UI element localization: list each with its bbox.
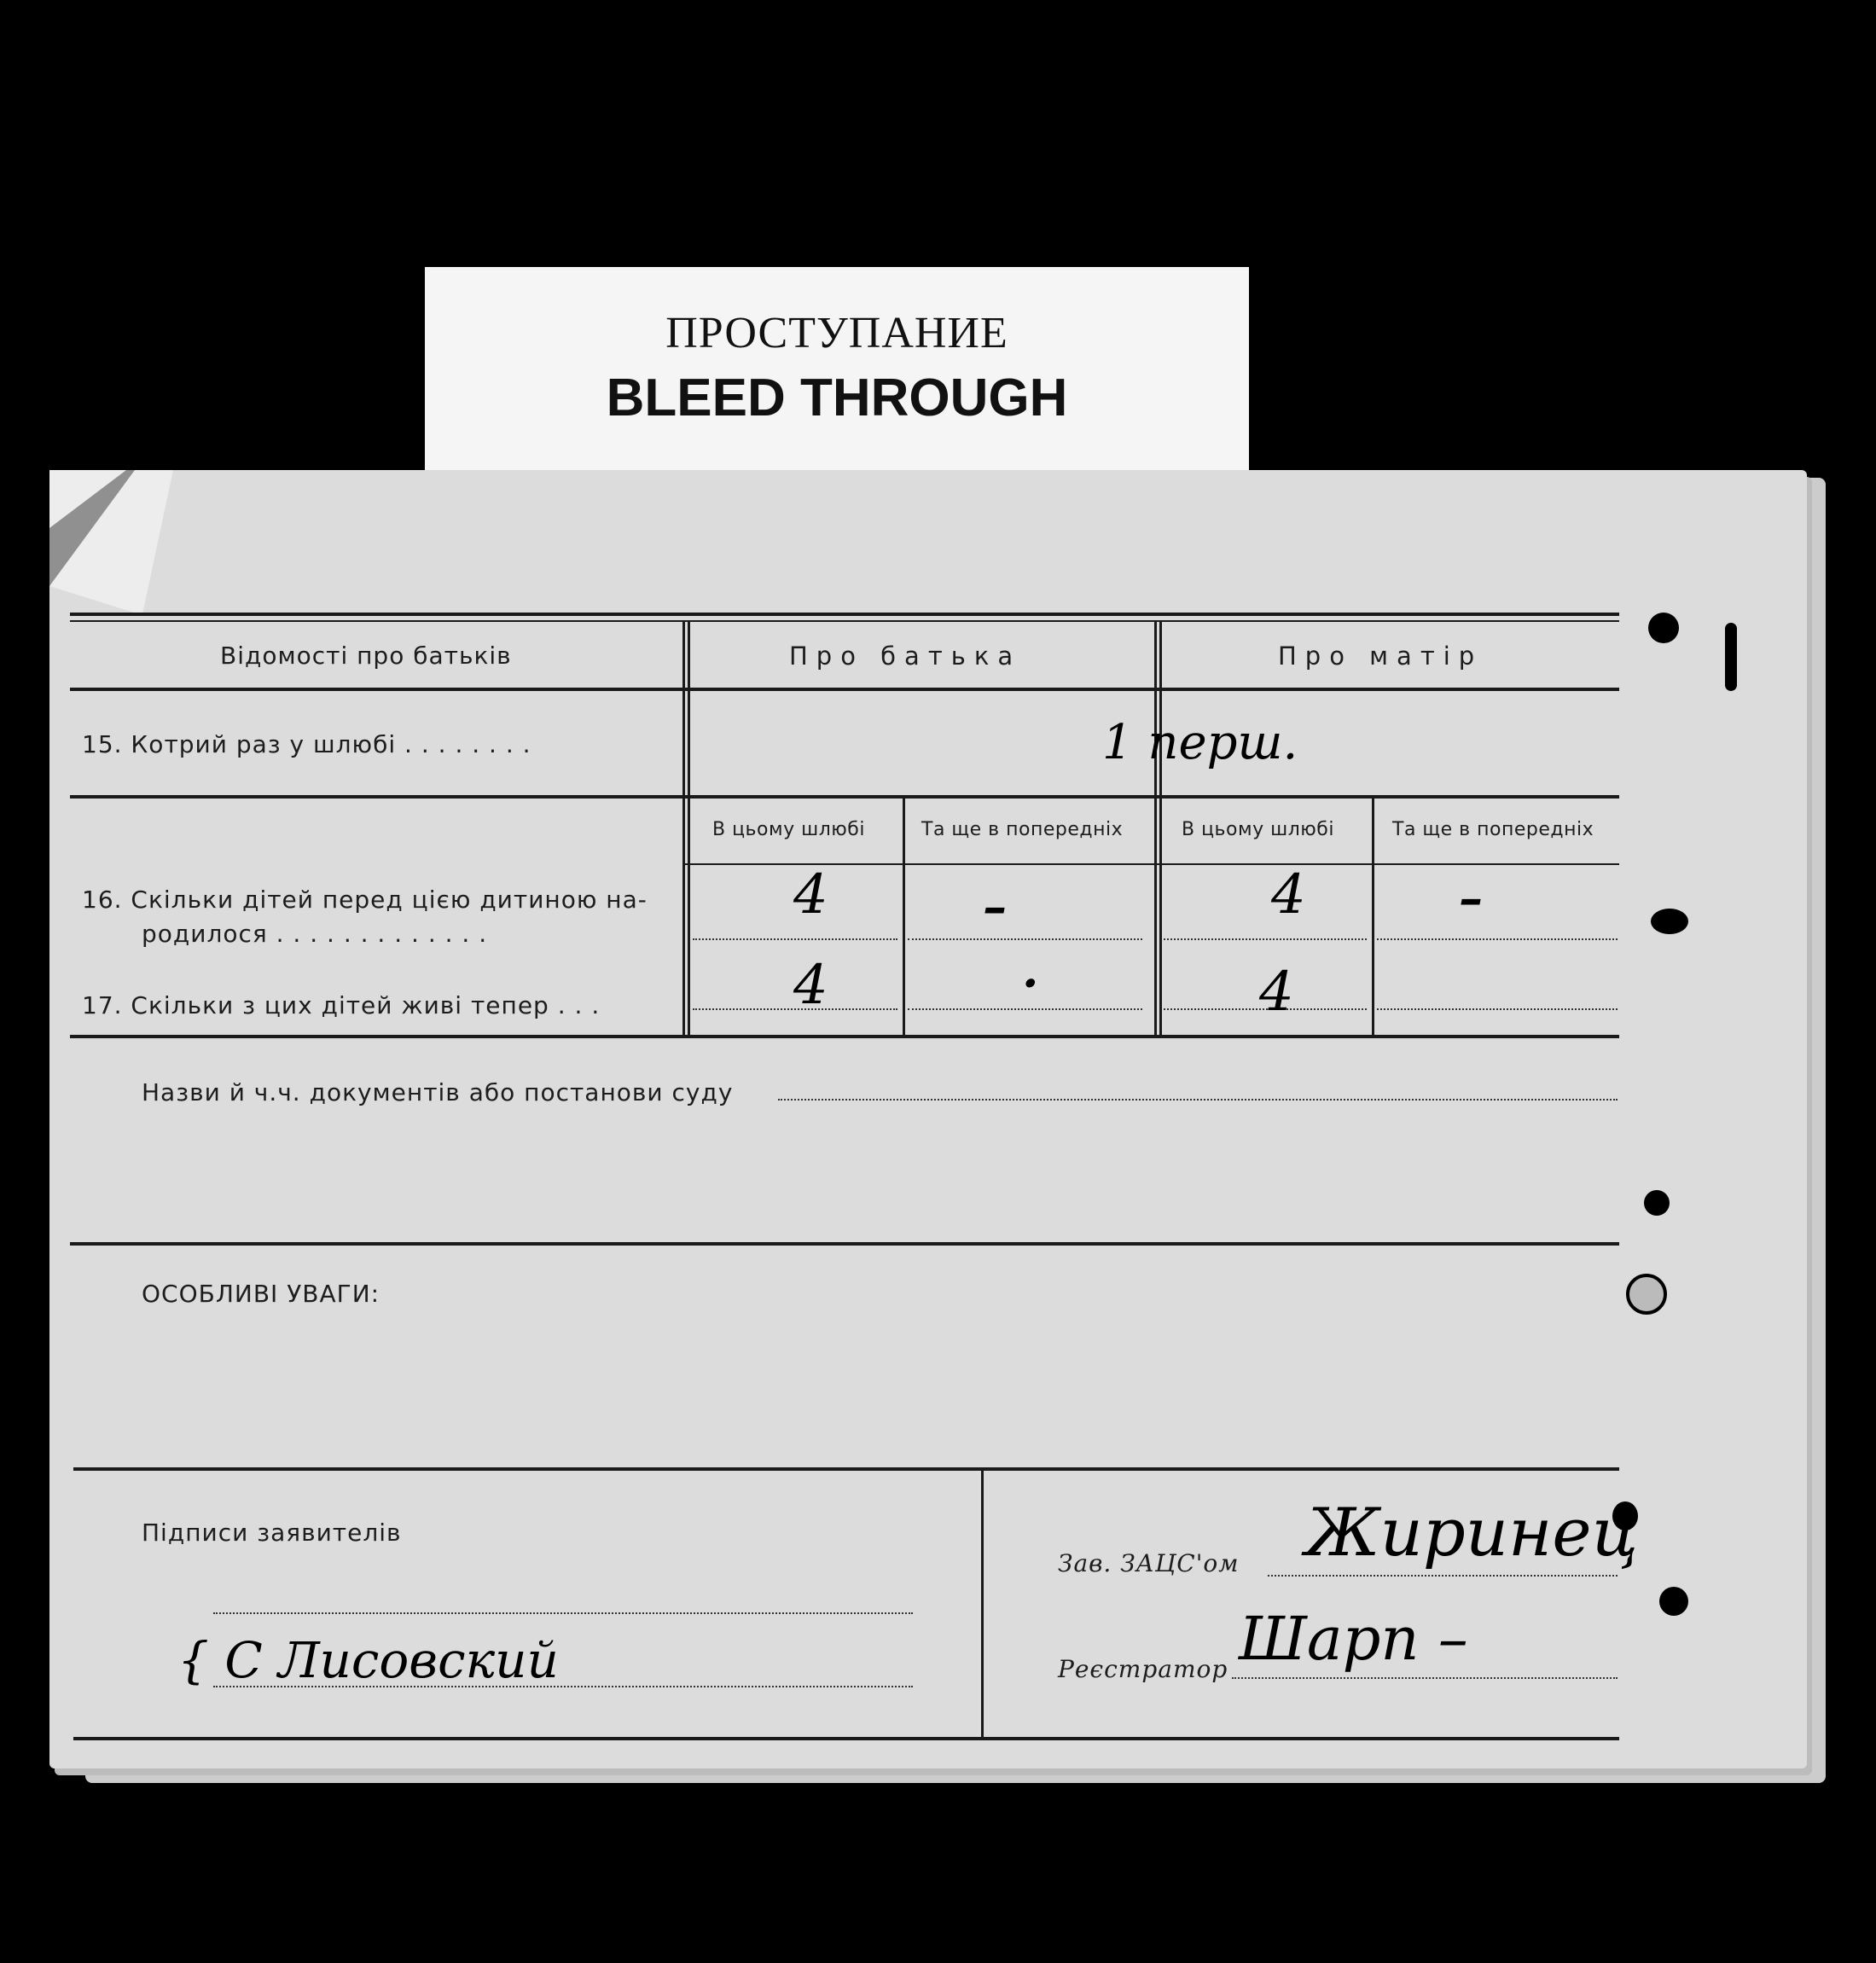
applicant-signature: { С Лисовский [177,1631,559,1689]
divider-father-mother-2 [1159,620,1162,1035]
q16-mother-prev-line [1377,938,1618,940]
q17-mother-this-value: 4 [1259,961,1294,1024]
q16-mother-this-line [1164,938,1367,940]
subheader-mother-prev: Та ще в попередніх [1392,819,1594,840]
punch-hole [1648,613,1679,643]
rule-table-bottom [70,1035,1619,1038]
punch-hole [1626,1274,1667,1315]
q15-label: 15. Котрий раз у шлюбі . . . . . . . . [82,730,531,758]
q16-label-line1: 16. Скільки дітей перед цією дитиною на- [82,886,648,914]
bleed-through-slip [425,267,1249,478]
q16-father-this-value: 4 [793,863,828,926]
rule-q15-bottom [70,795,1619,799]
divider-mother-sub [1372,797,1374,1035]
divider-father-sub [903,797,905,1035]
slip-title-russian: ПРОСТУПАНИЕ [665,309,1008,357]
q16-mother-prev-value: – [1459,870,1483,926]
divider-signatures [981,1471,984,1737]
header-mother: Про матір [1278,642,1484,671]
subheader-father-prev: Та ще в попередніх [921,819,1124,840]
punch-hole [1651,909,1688,934]
slip-title-english: BLEED THROUGH [606,369,1068,427]
divider-label-col-2 [688,620,690,1035]
rule-header-bottom [70,688,1619,691]
rule-top [70,613,1619,616]
rule-signatures-top [73,1467,1619,1471]
header-father: Про батька [789,642,1022,671]
q17-label: 17. Скільки з цих дітей живі тепер . . . [82,991,601,1019]
q17-father-this-value: 4 [793,954,828,1017]
head-zags-signature: Жиринец [1305,1495,1638,1571]
punch-hole [1644,1190,1670,1216]
rule-bottom [73,1737,1619,1740]
q17-mother-prev-line [1377,1008,1618,1010]
q16-father-this-line [693,938,897,940]
q16-father-prev-value: – [983,879,1007,935]
punch-hole [1659,1587,1688,1616]
subheader-mother-this: В цьому шлюбі [1182,819,1334,840]
rule-notes-top [70,1242,1619,1246]
special-notes-label: ОСОБЛИВІ УВАГИ: [142,1280,380,1308]
q15-answer: 1 перш. [1102,715,1298,770]
head-zags-line [1268,1575,1618,1577]
applicant-line-1 [213,1612,913,1614]
registrar-label: Реєстратор [1058,1655,1228,1683]
q16-father-prev-line [908,938,1142,940]
q16-label-line2: родилося . . . . . . . . . . . . . [142,920,488,948]
q16-mother-this-value: 4 [1271,863,1306,926]
header-parents-info: Відомості про батьків [220,642,512,670]
q17-father-prev-value: · [1022,955,1039,1012]
head-zags-label: Зав. ЗАЦС'ом [1058,1549,1240,1577]
divider-father-mother [1154,620,1157,1035]
paper-tear [1725,623,1737,691]
rule-top-inner [70,620,1619,622]
subheader-father-this: В цьому шлюбі [712,819,865,840]
documents-line [778,1099,1618,1101]
divider-label-col [682,620,685,1035]
registrar-line [1232,1677,1618,1679]
applicants-signature-label: Підписи заявителів [142,1519,402,1547]
registrar-signature: Шарп – [1239,1604,1468,1674]
documents-label: Назви й ч.ч. документів або постанови суду [142,1078,734,1106]
